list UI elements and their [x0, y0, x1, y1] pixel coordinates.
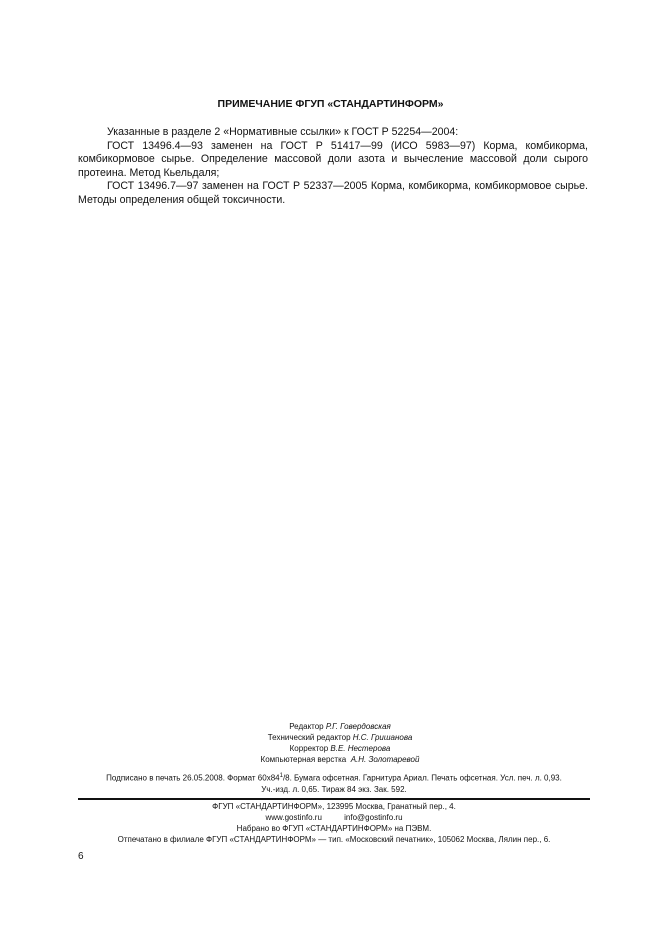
- print-info: [78, 771, 590, 795]
- divider: [78, 798, 590, 800]
- paragraph: ГОСТ 13496.7—97 заменен на ГОСТ Р 52337—2005 Корма, комбикорма, комбикормовое сырье. Методы определения общей токсичности.: [78, 180, 588, 206]
- credit-layout: Компьютерная верстка А.Н. Золотаревой: [260, 755, 420, 764]
- page-title: ПРИМЕЧАНИЕ ФГУП «СТАНДАРТИНФОРМ»: [217, 98, 444, 110]
- credit-editor: Редактор Р.Г. Говердовская: [289, 722, 391, 731]
- credit-tech-editor: Технический редактор Н.С. Гришанова: [267, 733, 413, 742]
- publisher-contacts: [78, 812, 590, 823]
- credit-corrector: Корректор В.Е. Нестерова: [289, 744, 391, 753]
- paragraph: Указанные в разделе 2 «Нормативные ссылки» к ГОСТ Р 52254—2004:: [107, 126, 459, 138]
- note-body: [78, 126, 588, 208]
- email-link[interactable]: info@gostinfo.ru: [344, 813, 403, 822]
- credits: [90, 721, 590, 765]
- printed-note: Отпечатано в филиале ФГУП «СТАНДАРТИНФОРМ» — тип. «Московский печатник», 105062 Москва, Лялин пер., 6.: [117, 835, 551, 844]
- website-link[interactable]: www.gostinfo.ru: [265, 813, 322, 822]
- print-info-line2: Уч.-изд. л. 0,65. Тираж 84 экз. Зак. 592.: [261, 784, 407, 794]
- typeset-note: Набрано во ФГУП «СТАНДАРТИНФОРМ» на ПЭВМ.: [236, 824, 432, 833]
- print-info-line1: Подписано в печать 26.05.2008. Формат $60x84^1/8$. Бумага офсетная. Гарнитура Ариал. Печать офсетная. Усл. печ. л. 0,93.: [106, 773, 562, 783]
- publisher-info: [78, 801, 590, 845]
- publisher-address: ФГУП «СТАНДАРТИНФОРМ», 123995 Москва, Гранатный пер., 4.: [212, 802, 456, 811]
- page-number: 6: [78, 851, 84, 862]
- paragraph: ГОСТ 13496.4—93 заменен на ГОСТ Р 51417—99 (ИСО 5983—97) Корма, комбикорма, комбикормовое сырье. Определение массовой доли азота и вычесление массовой доли сырого протеина. Метод Кьельдаля;: [78, 139, 588, 179]
